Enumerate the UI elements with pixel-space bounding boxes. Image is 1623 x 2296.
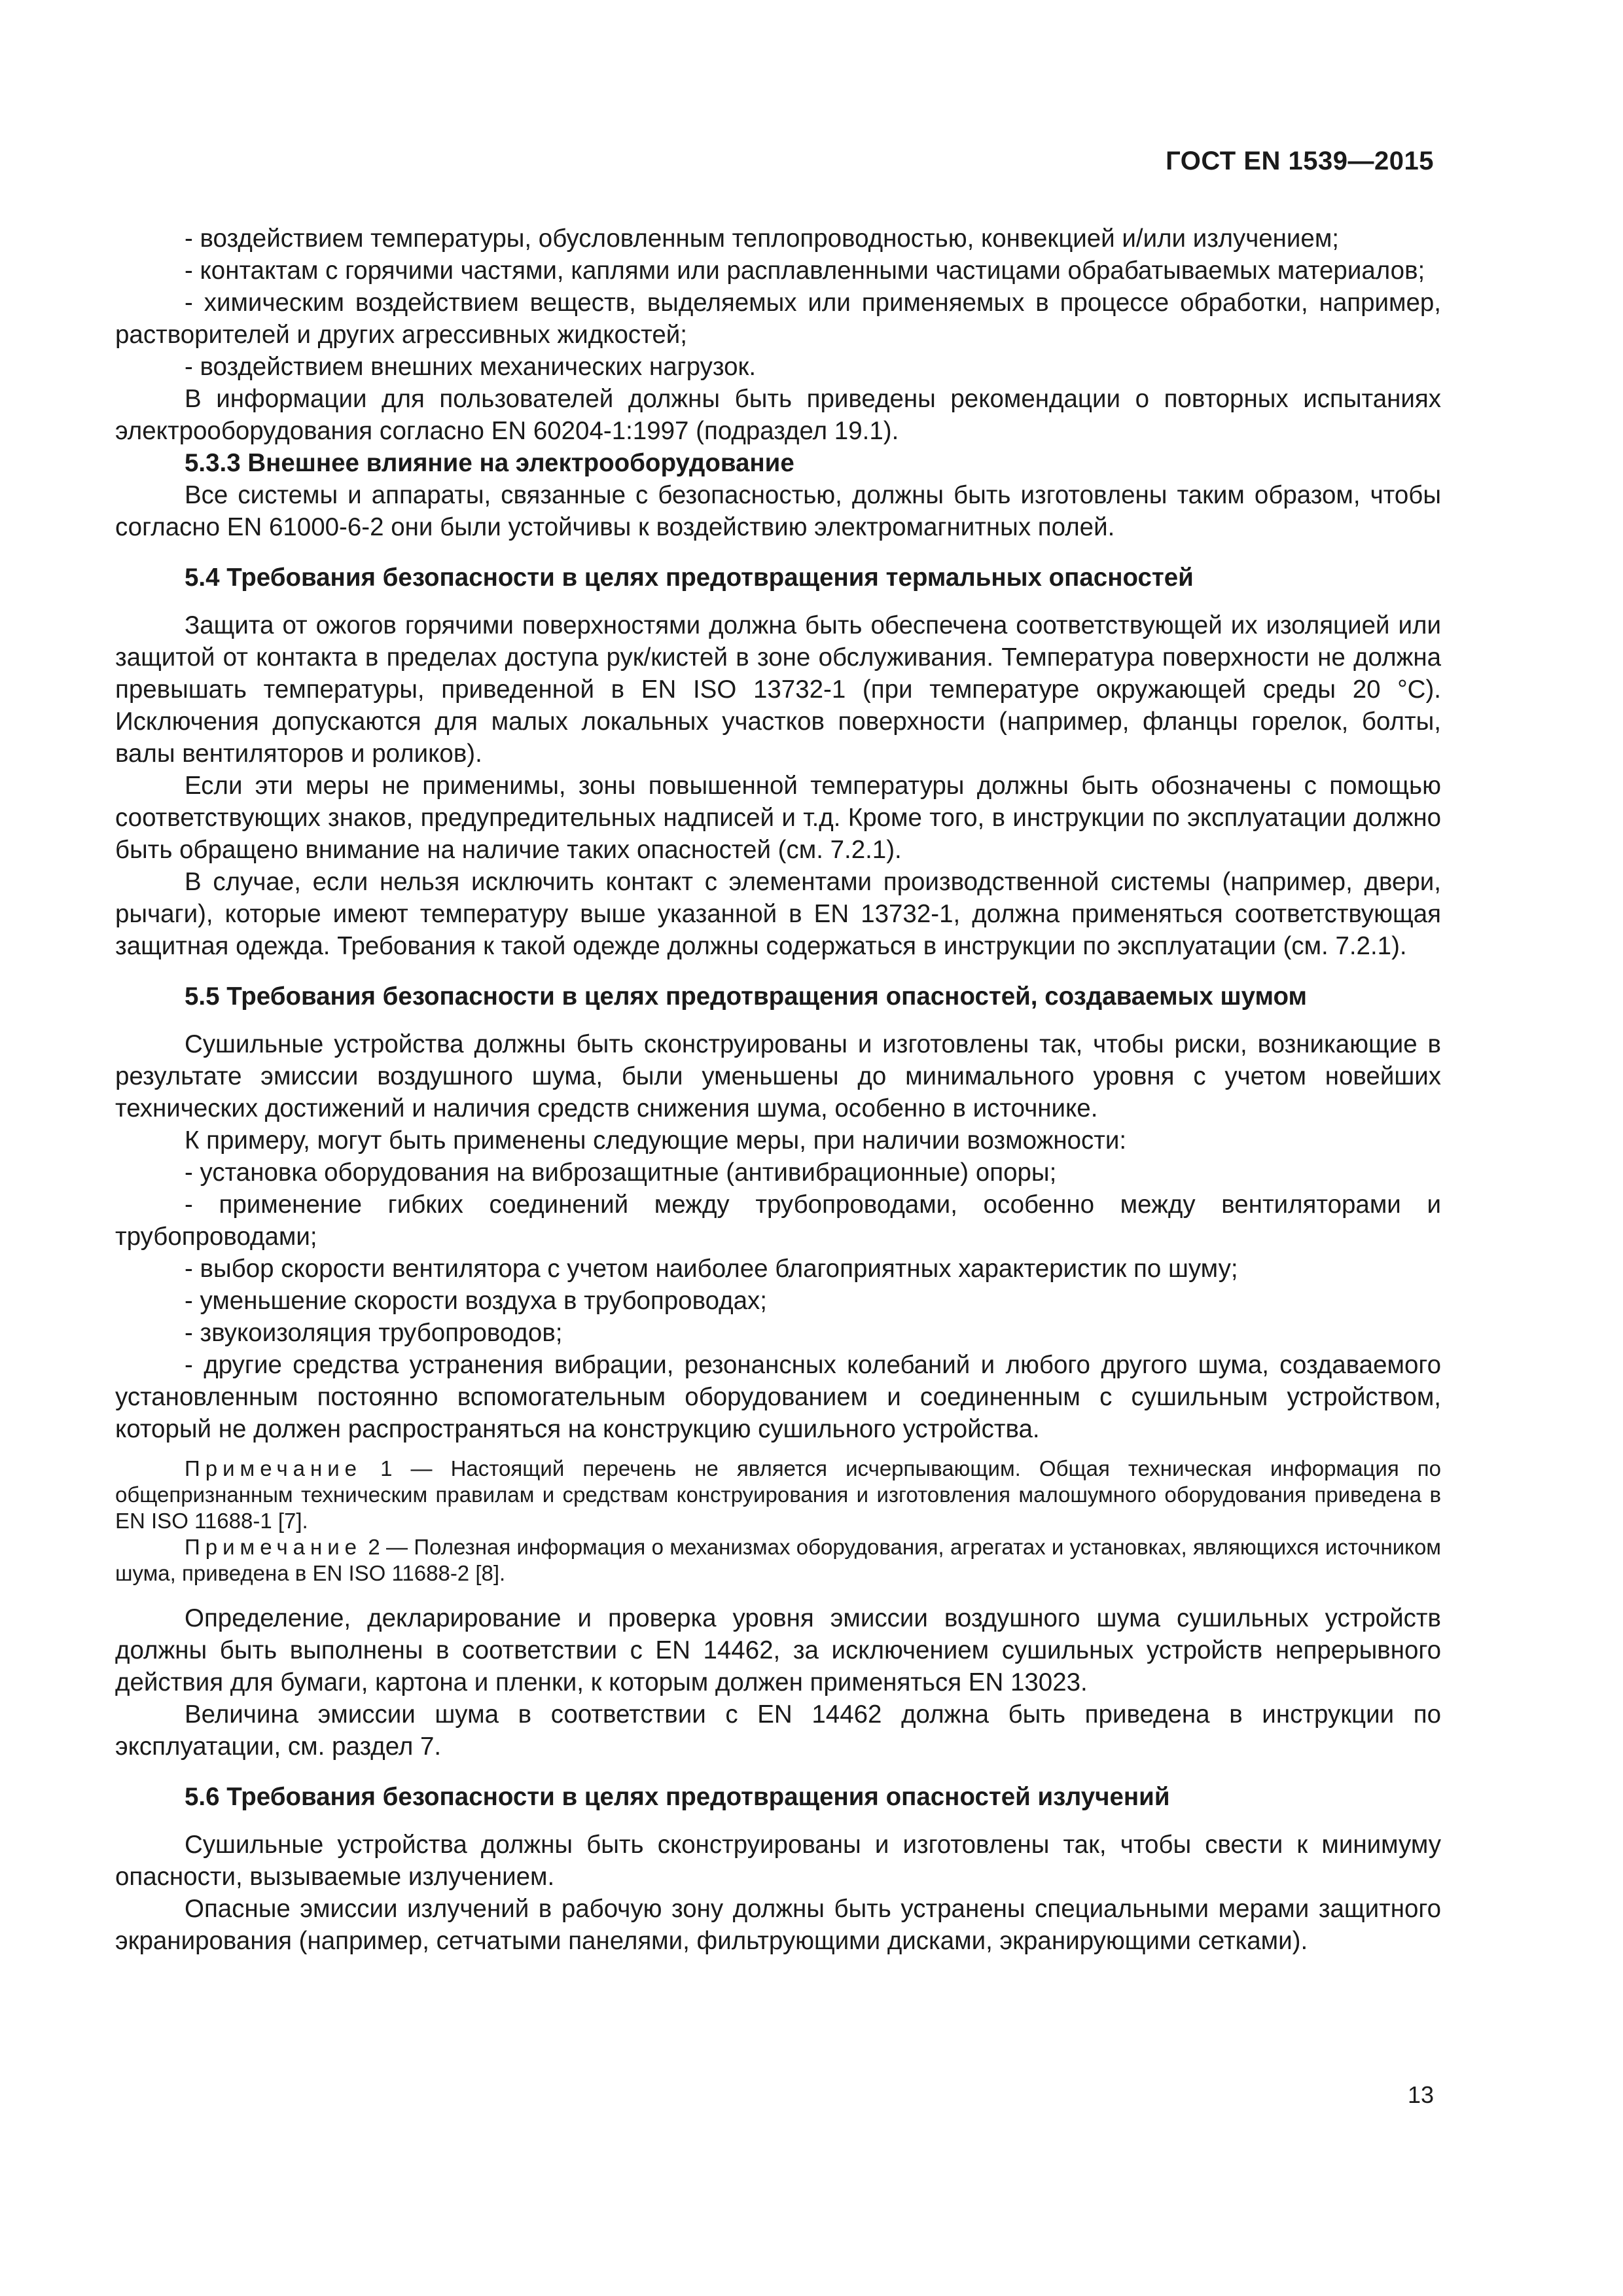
- paragraph: Все системы и аппараты, связанные с безопасностью, должны быть изготовлены таким образом, чтобы согласно EN 61000-6-2 они были устойчивы к воздействию электромагнитных полей.: [115, 481, 1441, 541]
- paragraph: В информации для пользователей должны быть приведены рекомендации о повторных испытаниях электрооборудования согласно EN 60204-1:1997 (подраздел 19.1).: [115, 385, 1441, 445]
- list-item: - установка оборудования на виброзащитные (антивибрационные) опоры;: [185, 1158, 1057, 1187]
- note-label: Примечание: [185, 1535, 363, 1559]
- list-item: - звукоизоляция трубопроводов;: [185, 1319, 563, 1347]
- document-body: [115, 223, 1441, 1957]
- document-header: ГОСТ EN 1539—2015: [1166, 147, 1434, 175]
- list-item: - применение гибких соединений между трубопроводами, особенно между вентиляторами и трубопроводами;: [115, 1191, 1441, 1251]
- note-2: [115, 1534, 1441, 1587]
- paragraph: Если эти меры не применимы, зоны повышенной температуры должны быть обозначены с помощью соответствующих знаков, предупредительных надписей и т.д. Кроме того, в инструкции по эксплуатации должно быть обращено внимание на наличие таких опасностей (см. 7.2.1).: [115, 772, 1441, 864]
- section-title-5-4: 5.4 Требования безопасности в целях предотвращения термальных опасностей: [185, 564, 1194, 592]
- section-title-5-5: 5.5 Требования безопасности в целях предотвращения опасностей, создаваемых шумом: [185, 982, 1307, 1011]
- list-item: - химическим воздействием веществ, выделяемых или применяемых в процессе обработки, например, растворителей и других агрессивных жидкостей;: [115, 289, 1441, 349]
- note-1: [115, 1456, 1441, 1534]
- note-text: 1 — Настоящий перечень не является исчерпывающим. Общая техническая информация по общепризнанным техническим правилам и средствам конструирования и изготовления малошумного оборудования приведена в EN ISO 11688-1 [7].: [115, 1456, 1442, 1533]
- list-item: - воздействием внешних механических нагрузок.: [185, 353, 757, 381]
- paragraph: Величина эмиссии шума в соответствии с EN 14462 должна быть приведена в инструкции по эксплуатации, см. раздел 7.: [115, 1700, 1441, 1761]
- section-title-5-6: 5.6 Требования безопасности в целях предотвращения опасностей излучений: [185, 1783, 1170, 1811]
- list-item: - другие средства устранения вибрации, резонансных колебаний и любого другого шума, создаваемого установленным постоянно вспомогательным оборудованием и соединенным с сушильным устройством, который не должен распространяться на конструкцию сушильного устройства.: [115, 1351, 1441, 1443]
- list-item: - уменьшение скорости воздуха в трубопроводах;: [185, 1287, 767, 1315]
- paragraph: К примеру, могут быть применены следующие меры, при наличии возможности:: [185, 1126, 1127, 1155]
- paragraph: Сушильные устройства должны быть сконструированы и изготовлены так, чтобы свести к минимуму опасности, вызываемые излучением.: [115, 1831, 1441, 1891]
- paragraph: Сушильные устройства должны быть сконструированы и изготовлены так, чтобы риски, возникающие в результате эмиссии воздушного шума, были уменьшены до минимального уровня с учетом новейших технических достижений и наличия средств снижения шума, особенно в источнике.: [115, 1030, 1441, 1122]
- note-text: 2 — Полезная информация о механизмах оборудования, агрегатах и установках, являющихся источником шума, приведена в EN ISO 11688-2 [8].: [115, 1535, 1441, 1585]
- paragraph: Опасные эмиссии излучений в рабочую зону должны быть устранены специальными мерами защитного экранирования (например, сетчатыми панелями, фильтрующими дисками, экранирующими сетками).: [115, 1895, 1441, 1955]
- note-label: Примечание: [185, 1456, 363, 1480]
- notes-block: [115, 1456, 1441, 1587]
- paragraph: Защита от ожогов горячими поверхностями должна быть обеспечена соответствующей их изоляцией или защитой от контакта в пределах доступа рук/кистей в зоне обслуживания. Температура поверхности не должна превышать температуры, приведенной в EN ISO 13732-1 (при температуре окружающей среды 20 °С). Исключения допускаются для малых локальных участков поверхности (например, фланцы горелок, болты, валы вентиляторов и роликов).: [115, 611, 1441, 768]
- page-number: 13: [1407, 2081, 1434, 2108]
- list-item: - воздействием температуры, обусловленным теплопроводностью, конвекцией и/или излучением;: [185, 224, 1340, 253]
- paragraph: В случае, если нельзя исключить контакт с элементами производственной системы (например, двери, рычаги), которые имеют температуру выше указанной в EN 13732-1, должна применяться соответствующая защитная одежда. Требования к такой одежде должны содержаться в инструкции по эксплуатации (см. 7.2.1).: [115, 868, 1441, 960]
- list-item: - контактам с горячими частями, каплями или расплавленными частицами обрабатываемых материалов;: [185, 257, 1425, 285]
- paragraph: Определение, декларирование и проверка уровня эмиссии воздушного шума сушильных устройств должны быть выполнены в соответствии с EN 14462, за исключением сушильных устройств непрерывного действия для бумаги, картона и пленки, к которым должен применяться EN 13023.: [115, 1604, 1441, 1696]
- subsection-title-5-3-3: 5.3.3 Внешнее влияние на электрооборудование: [185, 449, 794, 477]
- list-item: - выбор скорости вентилятора с учетом наиболее благоприятных характеристик по шуму;: [185, 1255, 1238, 1283]
